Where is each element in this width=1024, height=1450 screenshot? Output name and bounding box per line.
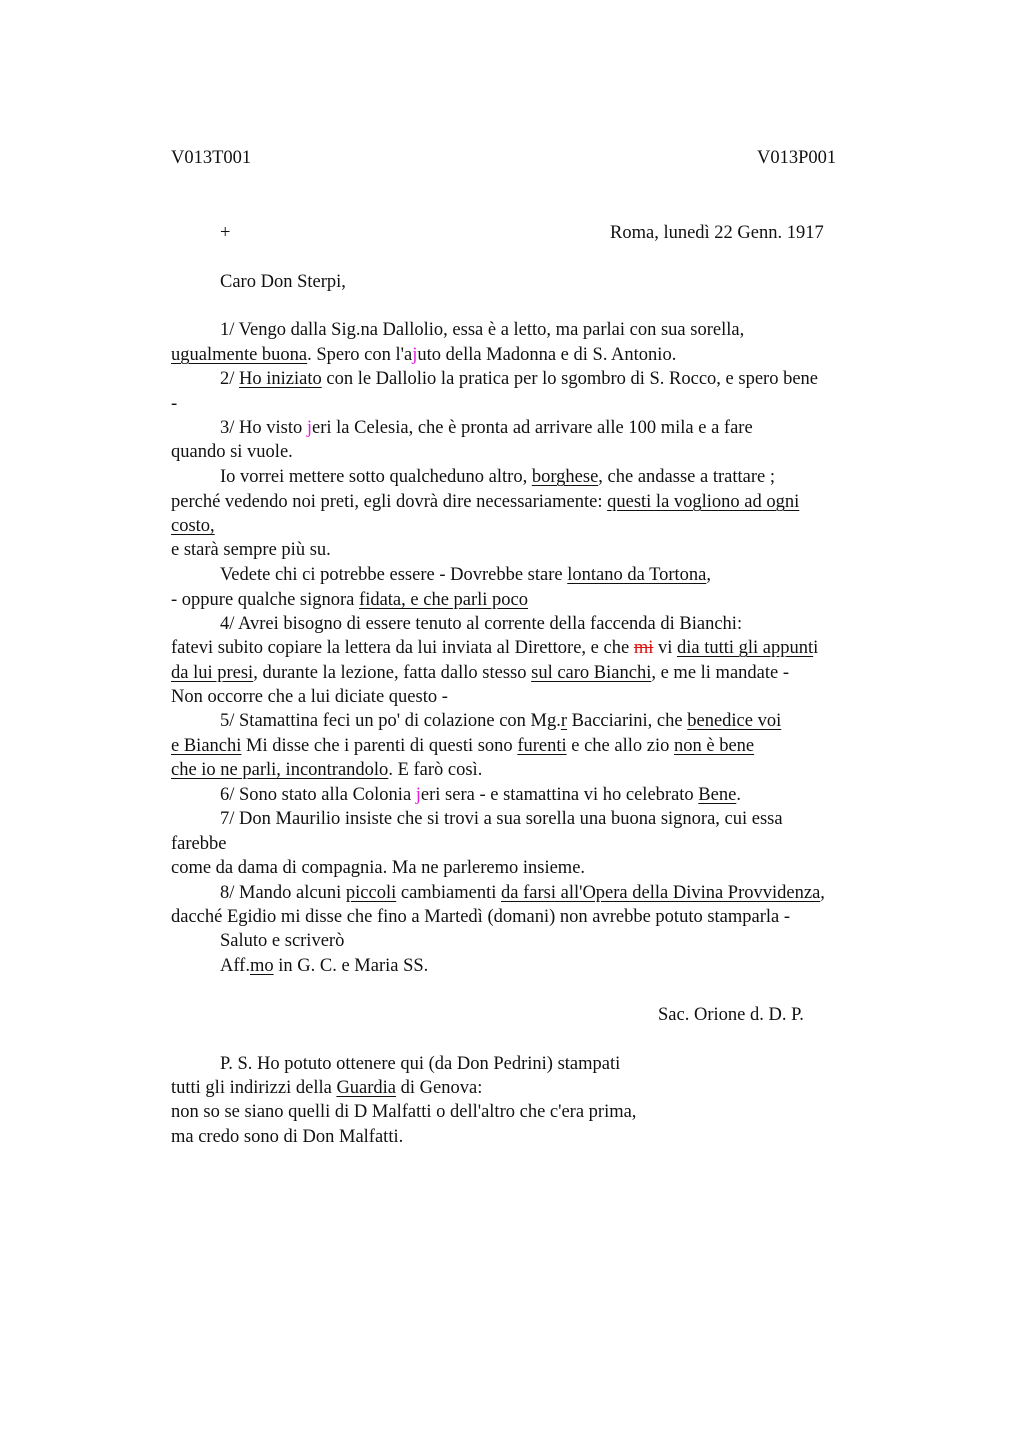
line-11: fatevi subito copiare la lettera da lui inviata al Direttore, e che mi vi dia tutti gli appunti <box>171 638 819 658</box>
correction-j: j <box>412 345 418 365</box>
line-13: Non occorre che a lui diciate questo - <box>171 687 448 707</box>
line-7: e starà sempre più su. <box>171 540 331 560</box>
line-10: 4/ Avrei bisogno di essere tenuto al corrente della faccenda di Bianchi: <box>220 614 743 634</box>
line-4: Io vorrei mettere sotto qualcheduno altro, borghese, che andasse a trattare ; <box>220 467 775 487</box>
line-18: 7/ Don Maurilio insiste che si trovi a sua sorella una buona signora, cui essa <box>220 809 783 829</box>
letter-date: Roma, lunedì 22 Genn. 1917 <box>610 223 824 243</box>
line-20: come da dama di compagnia. Ma ne parleremo insieme. <box>171 858 586 878</box>
closing-greeting: Saluto e scriverò <box>220 931 345 951</box>
postscript-line-4: ma credo sono di Don Malfatti. <box>171 1127 404 1147</box>
line-16: che io ne parli, incontrandolo. E farò così. <box>171 760 483 780</box>
line-3: 3/ Ho visto jeri la Celesia, che è pronta ad arrivare alle 100 mila e a fare <box>220 418 753 438</box>
line-22: dacché Egidio mi disse che fino a Martedì (domani) non avrebbe potuto stamparla - <box>171 907 791 927</box>
postscript-line-1: P. S. Ho potuto ottenere qui (da Don Pedrini) stampati <box>220 1054 621 1074</box>
postscript-line-3: non so se siano quelli di D Malfatti o dell'altro che c'era prima, <box>171 1102 637 1122</box>
line-9: - oppure qualche signora fidata, e che parli poco <box>171 590 529 610</box>
closing-formula: Aff.mo in G. C. e Maria SS. <box>220 956 429 976</box>
header-right-code: V013P001 <box>757 148 837 168</box>
signature: Sac. Orione d. D. P. <box>658 1005 804 1025</box>
line-2: 2/ Ho iniziato con le Dallolio la pratica per lo sgombro di S. Rocco, e spero bene <box>220 369 819 389</box>
line-3b: quando si vuole. <box>171 442 293 462</box>
line-1a: 1/ Vengo dalla Sig.na Dallolio, essa è a letto, ma parlai con sua sorella, <box>220 320 745 340</box>
line-15: e Bianchi Mi disse che i parenti di questi sono furenti e che allo zio non è bene <box>171 736 755 756</box>
line-5: perché vedendo noi preti, egli dovrà dire necessariamente: questi la vogliono ad ogni <box>171 492 800 512</box>
line-1b: ugualmente buona. Spero con l'ajuto della Madonna e di S. Antonio. <box>171 345 677 365</box>
line-6: costo, <box>171 516 215 536</box>
line-19: farebbe <box>171 834 227 854</box>
struck-word: mi <box>633 638 654 658</box>
header-left-code: V013T001 <box>171 148 252 168</box>
line-17: 6/ Sono stato alla Colonia jeri sera - e stamattina vi ho celebrato Bene. <box>220 785 741 805</box>
correction-j: j <box>306 418 312 438</box>
line-8: Vedete chi ci potrebbe essere - Dovrebbe stare lontano da Tortona, <box>220 565 711 585</box>
postscript-line-2: tutti gli indirizzi della Guardia di Genova: <box>171 1078 483 1098</box>
cross-mark: + <box>220 223 231 243</box>
line-2-dash: - <box>171 394 178 414</box>
line-14: 5/ Stamattina feci un po' di colazione con Mg.r Bacciarini, che benedice voi <box>220 711 782 731</box>
line-21: 8/ Mando alcuni piccoli cambiamenti da farsi all'Opera della Divina Provvidenza, <box>220 883 825 903</box>
correction-j: j <box>415 785 421 805</box>
line-12: da lui presi, durante la lezione, fatta dallo stesso sul caro Bianchi, e me li mandate - <box>171 663 790 683</box>
salutation: Caro Don Sterpi, <box>220 272 346 292</box>
